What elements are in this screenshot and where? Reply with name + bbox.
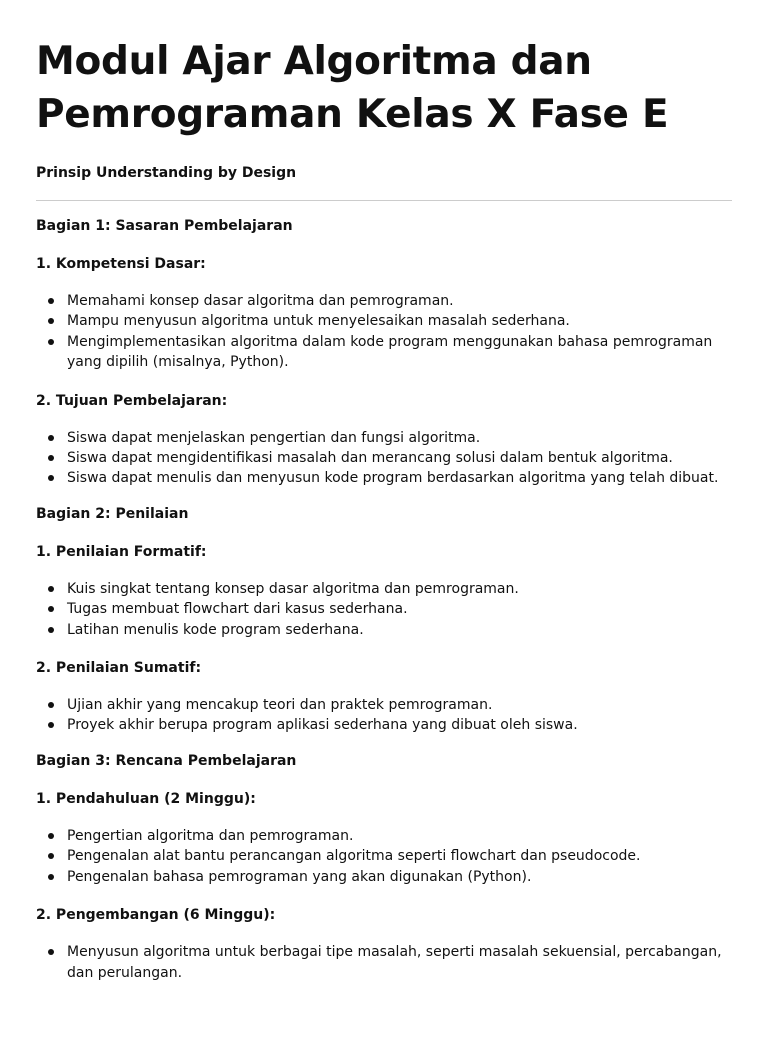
list-item (36, 332, 732, 373)
document-page (0, 35, 768, 983)
list-item (36, 311, 732, 331)
list-item (36, 291, 732, 311)
bullet-icon (48, 586, 54, 592)
list-item-text: Proyek akhir berupa program aplikasi sederhana yang dibuat oleh siswa. (67, 717, 578, 734)
title-line-2: Pemrograman Kelas X Fase E (36, 92, 669, 137)
bullet-icon (48, 606, 54, 612)
list-item (36, 867, 732, 887)
subsection-heading: 1. Pendahuluan (2 Minggu): (36, 790, 256, 807)
bullet-list (36, 579, 732, 640)
bullet-list (36, 695, 732, 736)
divider (36, 200, 732, 201)
bullet-list (36, 942, 732, 983)
list-item-text: Memahami konsep dasar algoritma dan pemrograman. (67, 293, 454, 309)
list-item (36, 468, 732, 488)
list-item-text: Pengertian algoritma dan pemrograman. (67, 827, 354, 844)
document-body (36, 216, 732, 983)
list-item (36, 448, 732, 468)
subsection-heading: 1. Penilaian Formatif: (36, 543, 207, 560)
list-item (36, 695, 732, 715)
bullet-icon (48, 435, 54, 441)
list-item-text: Siswa dapat menjelaskan pengertian dan fungsi algoritma. (67, 429, 481, 446)
bullet-list (36, 428, 732, 489)
page-title (36, 35, 732, 141)
list-item-text: Latihan menulis kode program sederhana. (67, 621, 364, 638)
bullet-icon (48, 874, 54, 880)
list-item-text: Siswa dapat menulis dan menyusun kode program berdasarkan algoritma yang telah dibuat. (67, 470, 719, 487)
list-item (36, 826, 732, 846)
list-item (36, 599, 732, 619)
bullet-icon (48, 318, 54, 324)
list-item-text: Kuis singkat tentang konsep dasar algoritma dan pemrograman. (67, 580, 519, 597)
list-item-text: Siswa dapat mengidentifikasi masalah dan merancang solusi dalam bentuk algoritma. (67, 450, 673, 467)
list-item-text: Menyusun algoritma untuk berbagai tipe masalah, seperti masalah sekuensial, percabangan, dan perulangan. (67, 944, 722, 981)
bullet-icon (48, 339, 54, 345)
bullet-icon (48, 475, 54, 481)
list-item-text: Pengenalan alat bantu perancangan algoritma seperti flowchart dan pseudocode. (67, 848, 641, 865)
bullet-icon (48, 702, 54, 708)
subsection-heading: 2. Penilaian Sumatif: (36, 660, 202, 677)
bullet-icon (48, 627, 54, 633)
list-item-text: Pengenalan bahasa pemrograman yang akan digunakan (Python). (67, 868, 532, 885)
list-item (36, 579, 732, 599)
bullet-icon (48, 298, 54, 304)
bullet-icon (48, 949, 54, 955)
bullet-list (36, 291, 732, 373)
section-heading: Bagian 3: Rencana Pembelajaran (36, 752, 297, 769)
subsection-heading: 2. Tujuan Pembelajaran: (36, 392, 228, 409)
section-heading: Bagian 2: Penilaian (36, 505, 189, 522)
bullet-icon (48, 455, 54, 461)
bullet-list (36, 826, 732, 887)
list-item-text: Tugas membuat flowchart dari kasus sederhana. (67, 601, 408, 618)
list-item (36, 620, 732, 640)
list-item (36, 715, 732, 735)
bullet-icon (48, 853, 54, 859)
bullet-icon (48, 833, 54, 839)
list-item-text: Mampu menyusun algoritma untuk menyelesaikan masalah sederhana. (67, 313, 570, 330)
section-heading: Bagian 1: Sasaran Pembelajaran (36, 218, 293, 234)
list-item (36, 846, 732, 866)
list-item (36, 942, 732, 983)
title-line-1: Modul Ajar Algoritma dan (36, 39, 592, 84)
page-subtitle: Prinsip Understanding by Design (36, 165, 297, 181)
subsection-heading: 1. Kompetensi Dasar: (36, 256, 206, 272)
list-item (36, 428, 732, 448)
bullet-icon (48, 722, 54, 728)
list-item-text: Mengimplementasikan algoritma dalam kode program menggunakan bahasa pemrograman yang dipilih (misalnya, Python). (67, 333, 713, 371)
list-item-text: Ujian akhir yang mencakup teori dan praktek pemrograman. (67, 697, 493, 714)
subsection-heading: 2. Pengembangan (6 Minggu): (36, 907, 276, 924)
